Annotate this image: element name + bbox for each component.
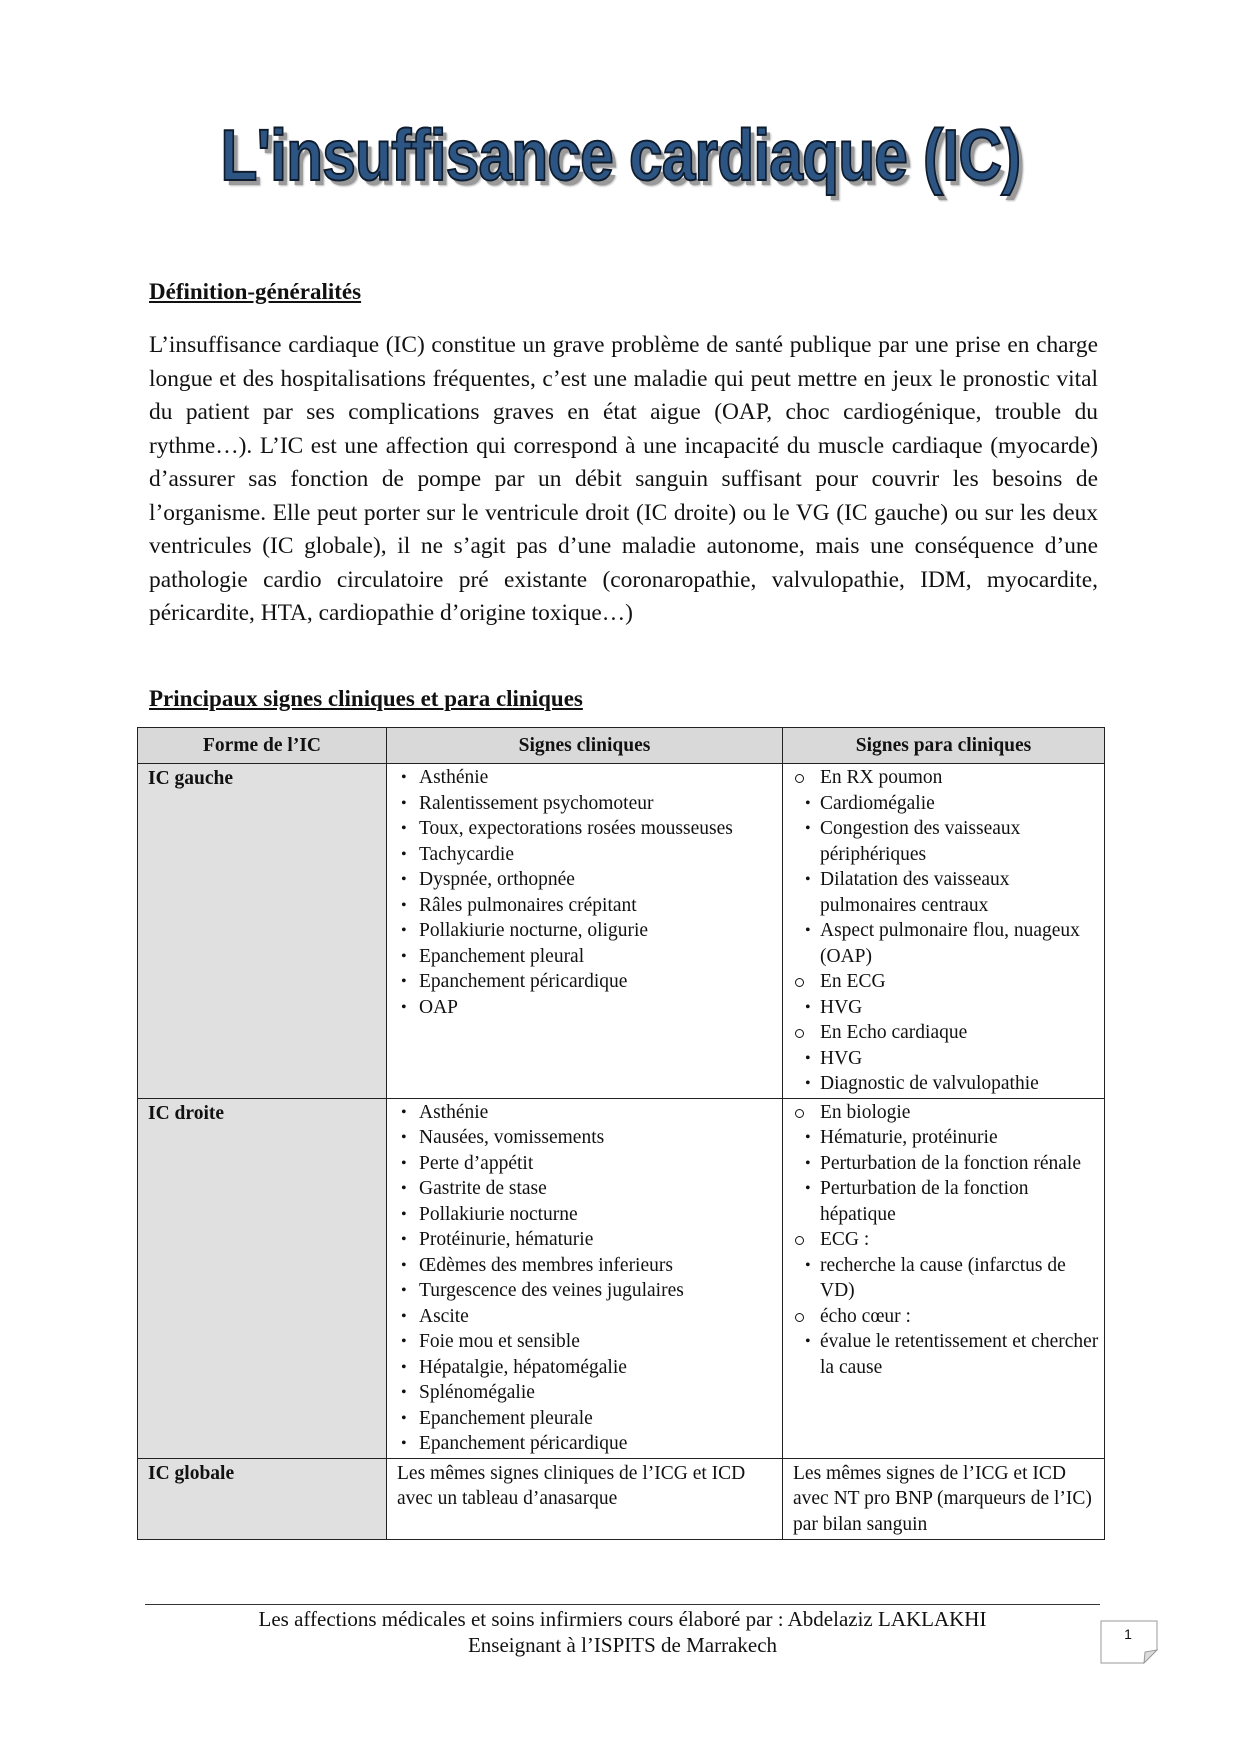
list-item: • Ralentissement psychomoteur xyxy=(401,791,781,817)
clinical-signs-cell xyxy=(387,1098,783,1458)
list-item: • Hématurie, protéinurie xyxy=(794,1125,1103,1151)
list-item: • Aspect pulmonaire flou, nuageux (OAP) xyxy=(794,918,1103,969)
exam-header: En ECG xyxy=(794,969,1103,995)
footer-line-author: Les affections médicales et soins infirmiers cours élaboré par : Abdelaziz LAKLAKHI xyxy=(258,1607,987,1631)
list-item: • Hépatalgie, hépatomégalie xyxy=(401,1355,781,1381)
table-row xyxy=(138,1098,1105,1458)
list-item: • OAP xyxy=(401,995,781,1021)
column-header-form: Forme de l’IC xyxy=(138,728,387,764)
exam-header: En RX poumon xyxy=(794,765,1103,791)
paraclinical-signs-list xyxy=(784,765,1103,1097)
list-item: • Congestion des vaisseaux périphériques xyxy=(794,816,1103,867)
list-item: • Ascite xyxy=(401,1304,781,1330)
clinical-signs-list xyxy=(388,765,781,1020)
list-item: • HVG xyxy=(794,995,1103,1021)
section-heading-definition: Définition-généralités xyxy=(149,279,362,304)
list-item: • Nausées, vomissements xyxy=(401,1125,781,1151)
list-item: • Epanchement péricardique xyxy=(401,969,781,995)
exam-header: ECG : xyxy=(794,1227,1103,1253)
list-item: • Perturbation de la fonction rénale xyxy=(794,1151,1103,1177)
footer-line-institution: Enseignant à l’ISPITS de Marrakech xyxy=(467,1633,778,1657)
footer-divider xyxy=(145,1604,1100,1605)
page-footer xyxy=(145,1606,1100,1658)
column-header-paraclinical: Signes para cliniques xyxy=(783,728,1105,764)
table-header-row xyxy=(138,728,1105,764)
exam-header: En biologie xyxy=(794,1100,1103,1126)
list-item: • Protéinurie, hématurie xyxy=(401,1227,781,1253)
list-item: • Toux, expectorations rosées mousseuses xyxy=(401,816,781,842)
list-item: • Epanchement pleural xyxy=(401,944,781,970)
list-item: • Turgescence des veines jugulaires xyxy=(401,1278,781,1304)
list-item: • Epanchement péricardique xyxy=(401,1431,781,1457)
list-item: • Dilatation des vaisseaux pulmonaires centraux xyxy=(794,867,1103,918)
list-item: • Foie mou et sensible xyxy=(401,1329,781,1355)
list-item: • Cardiomégalie xyxy=(794,791,1103,817)
paraclinical-signs-cell xyxy=(783,764,1105,1099)
list-item: • Tachycardie xyxy=(401,842,781,868)
list-item: • Gastrite de stase xyxy=(401,1176,781,1202)
list-item: • Epanchement pleurale xyxy=(401,1406,781,1432)
definition-paragraph: L’insuffisance cardiaque (IC) constitue un grave problème de santé publique par une prise en charge longue et des hospitalisations fréquentes, c’est une maladie qui peut mettre en jeux le pronostic vital du patient par ses complications graves en état aigue (OAP, choc cardiogénique, trouble du rythme…). L’IC est une affection qui correspond à une incapacité du muscle cardiaque (myocarde) d’assurer sas fonction de pompe par un débit sanguin suffisant pour couvrir les besoins de l’organisme. Elle peut porter sur le ventricule droit (IC droite) ou le VG (IC gauche) ou sur les deux ventricules (IC globale), il ne s’agit pas d’une maladie autonome, mais une conséquence d’une pathologie cardio circulatoire pré existante (coronaropathie, valvulopathie, IDM, myocardite, péricardite, HTA, cardiopathie d’origine toxique…) xyxy=(149,332,1098,626)
document-title: L'insuffisance cardiaque (IC) xyxy=(220,116,1021,196)
form-cell-ic-globale: IC globale xyxy=(138,1458,387,1540)
clinical-signs-cell: Les mêmes signes cliniques de l’ICG et ICD avec un tableau d’anasarque xyxy=(387,1458,783,1540)
list-item: • Asthénie xyxy=(401,765,781,791)
page-number: 1 xyxy=(1124,1626,1132,1642)
list-item: • HVG xyxy=(794,1046,1103,1072)
list-item: • Perte d’appétit xyxy=(401,1151,781,1177)
list-item: • Perturbation de la fonction hépatique xyxy=(794,1176,1103,1227)
paraclinical-signs-cell xyxy=(783,1098,1105,1458)
list-item: • Asthénie xyxy=(401,1100,781,1126)
list-item: • Pollakiurie nocturne, oligurie xyxy=(401,918,781,944)
exam-header: En Echo cardiaque xyxy=(794,1020,1103,1046)
form-cell-ic-gauche: IC gauche xyxy=(138,764,387,1099)
paraclinical-signs-cell: Les mêmes signes de l’ICG et ICD avec NT pro BNP (marqueurs de l’IC) par bilan sanguin xyxy=(783,1458,1105,1540)
page-number-badge xyxy=(1100,1620,1158,1664)
list-item: • recherche la cause (infarctus de VD) xyxy=(794,1253,1103,1304)
list-item: • Œdèmes des membres inferieurs xyxy=(401,1253,781,1279)
list-item: • évalue le retentissement et chercher la cause xyxy=(794,1329,1103,1380)
paraclinical-signs-list xyxy=(784,1100,1103,1381)
list-item: • Pollakiurie nocturne xyxy=(401,1202,781,1228)
exam-header: écho cœur : xyxy=(794,1304,1103,1330)
clinical-signs-cell xyxy=(387,764,783,1099)
list-item: • Dyspnée, orthopnée xyxy=(401,867,781,893)
form-cell-ic-droite: IC droite xyxy=(138,1098,387,1458)
clinical-signs-list xyxy=(388,1100,781,1457)
table-row xyxy=(138,1458,1105,1540)
list-item: • Splénomégalie xyxy=(401,1380,781,1406)
section-heading-signs: Principaux signes cliniques et para cliniques xyxy=(149,686,583,711)
column-header-clinical: Signes cliniques xyxy=(387,728,783,764)
list-item: • Diagnostic de valvulopathie xyxy=(794,1071,1103,1097)
list-item: • Râles pulmonaires crépitant xyxy=(401,893,781,919)
signs-table xyxy=(137,727,1105,1540)
table-row xyxy=(138,764,1105,1099)
